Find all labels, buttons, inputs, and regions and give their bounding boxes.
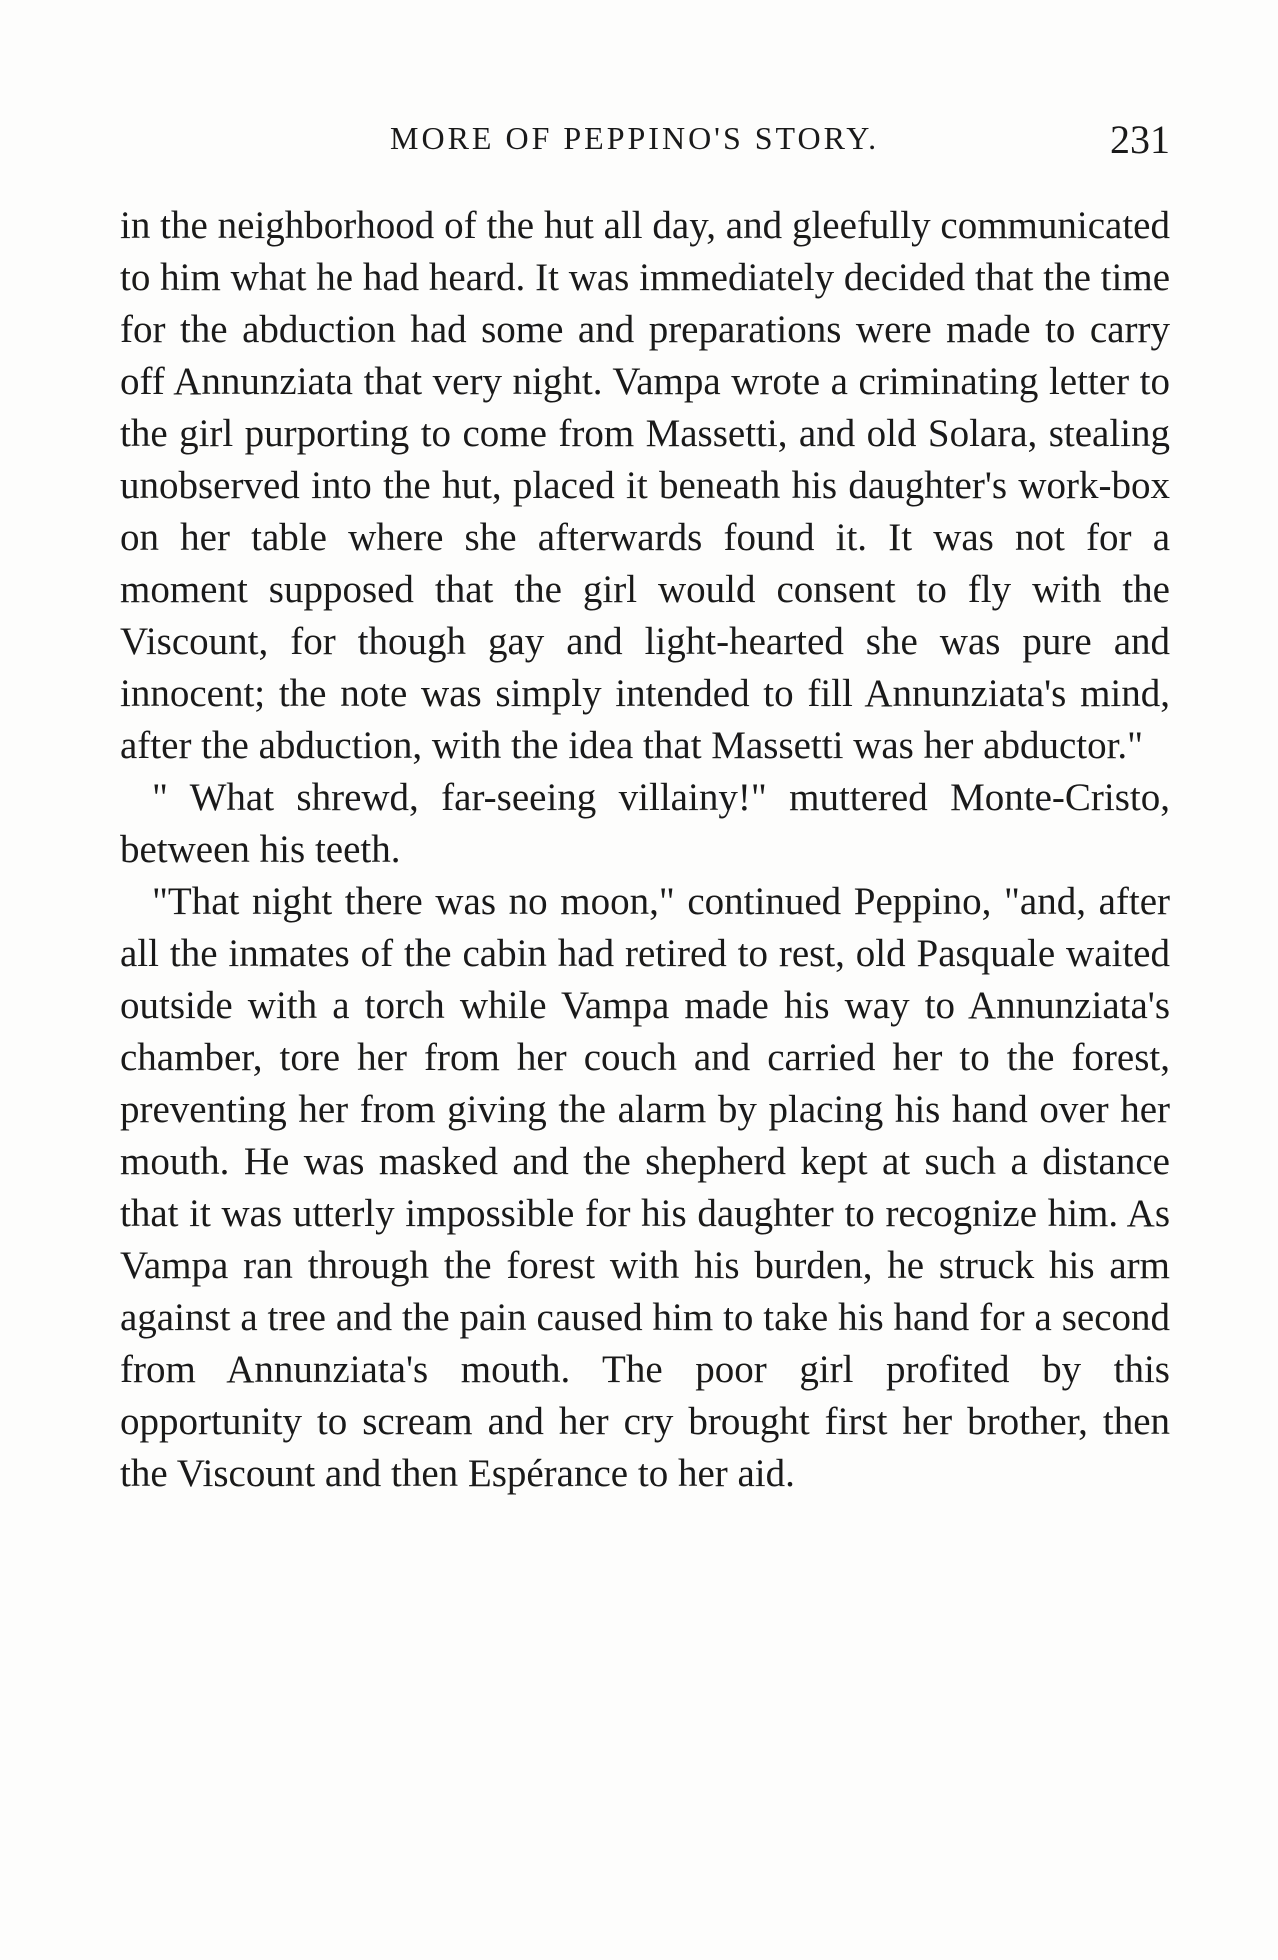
page-number: 231 (1110, 117, 1170, 162)
paragraph-continuation: in the neighborhood of the hut all day, and gleefully communicated to him what he had heard. It was immediately decided that the time for the abduction had some and preparations were made to carry off Annunziata that very night. Vampa wrote a criminating letter to the girl purporting to come from Massetti, and old Solara, stealing unobserved into the hut, placed it beneath his daughter's work-box on her table where she afterwards found it. It was not for a moment supposed that the girl would consent to fly with the Viscount, for though gay and light-hearted she was pure and innocent; the note was simply intended to fill Annunziata's mind, after the abduction, with the idea that Massetti was her abductor." (120, 204, 1170, 767)
chapter-title: MORE OF PEPPINO'S STORY. (390, 120, 880, 156)
running-head (120, 117, 1170, 170)
paragraph-monte-cristo-remark: " What shrewd, far-seeing villainy!" muttered Monte-Cristo, between his teeth. (120, 776, 1170, 871)
paragraph-peppino-narration: "That night there was no moon," continued Peppino, "and, after all the inmates of the cabin had retired to rest, old Pasquale waited outside with a torch while Vampa made his way to Annunziata's chamber, tore her from her couch and carried her to the forest, preventing her from giving the alarm by placing his hand over her mouth. He was masked and the shepherd kept at such a distance that it was utterly impossible for his daughter to recognize him. As Vampa ran through the forest with his burden, he struck his arm against a tree and the pain caused him to take his hand for a second from Annunziata's mouth. The poor girl profited by this opportunity to scream and her cry brought first her brother, then the Viscount and then Espérance to her aid. (120, 880, 1170, 1495)
body-text (120, 200, 1170, 1500)
